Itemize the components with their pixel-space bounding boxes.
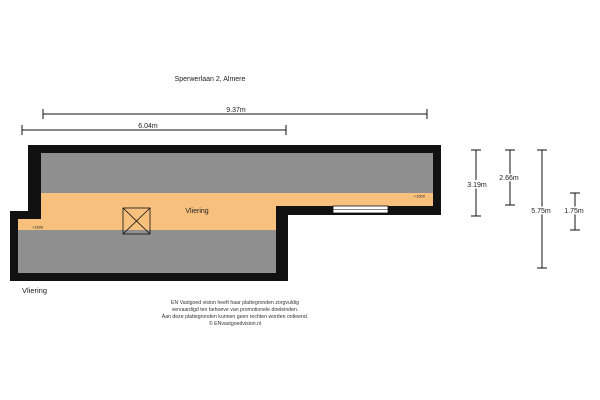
disclaimer-line: EN Vastgoed vision heeft haar plattegronden zorgvuldig [171,300,299,306]
disclaimer-line: Aan deze plattegronden kunnen geen rechten worden ontleend. [161,314,309,320]
disclaimer-line: © ENvastgoedvision.nl [208,321,262,327]
dimension-label-height-a: 3.19m [467,182,487,189]
dimension-label-height-d: 1.75m [564,208,584,215]
height-marker-right: +1500 [413,193,425,199]
dimension-partial-width [22,123,286,135]
dimension-height-b [499,150,519,205]
dimension-label-height-c: 5.75m [531,208,551,215]
disclaimer-line: vervaardigd ten behoeve van promotionele doeleinden. [171,307,299,313]
dimension-label-total-width: 9.37m [226,107,246,114]
dimension-height-d [564,193,584,230]
disclaimer [110,300,360,328]
dimension-total-width [43,107,427,119]
room-label: Vliering [185,208,209,215]
dimension-label-height-b: 2.66m [499,175,519,182]
dimension-height-a [467,150,487,216]
plan-title: Sperwerlaan 2, Almere [174,76,246,83]
wall-opening [333,206,388,213]
dimension-label-partial-width: 6.04m [138,123,158,130]
height-marker-left: +1500 [32,224,44,230]
floor-caption: Vliering [22,286,48,295]
dimension-height-c [531,150,551,268]
